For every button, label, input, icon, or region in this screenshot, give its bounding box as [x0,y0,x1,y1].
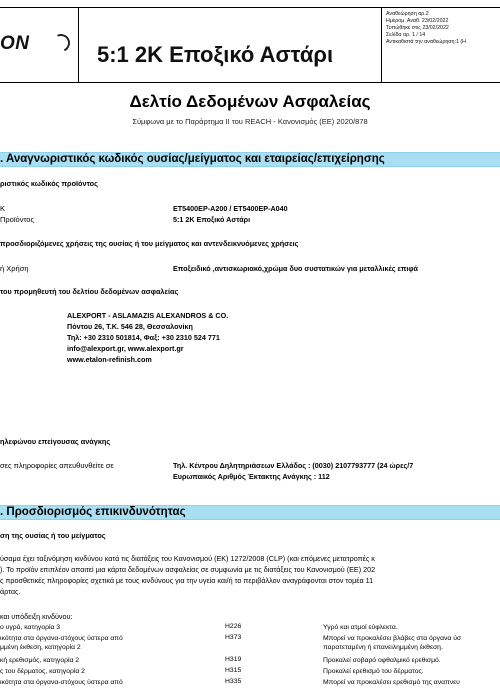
hazard-class: ς του δέρματος, κατηγορία 2 [0,668,85,675]
identified-uses-heading: προσδιοριζόμενες χρήσεις της ουσίας ή του μείγματος και αντενδεικνυόμενες χρήσεις [0,239,299,248]
section-2-title: . Προσδιορισμός επικινδυνότητας [0,506,186,518]
hazard-class: ο υγρό, κατηγορία 3 [0,624,61,631]
product-code-value: ET5400EP-A200 / ET5400EP-A040 [173,204,288,213]
hazard-statement: Προκαλεί σοβαρό οφθαλμικό ερεθισμό. [323,657,441,664]
intended-use-label: ή Χρήση [0,264,29,273]
header-divider-right [381,7,382,83]
classification-paragraph-line-4: άρτας. [0,587,21,596]
supplier-details-heading: του προμηθευτή του δελτίου δεδομένων ασφαλείας [0,287,179,296]
header-divider-left [78,7,79,83]
product-name-label: Προϊόντος [0,215,35,224]
product-name-value: 5:1 2K Εποξικό Αστάρι [173,215,251,224]
sds-subtitle: Σύμφωνα με το Παράρτημα II του REACH - Κανονισμός (ΕΕ) 2020/878 [132,117,368,126]
supplier-email[interactable]: info@alexport.gr, www.alexport.gr [67,344,184,353]
product-code-label: Κ [0,204,6,213]
supplier-website[interactable]: www.etalon-refinish.com [67,355,152,364]
product-identifier-heading: ριστικός κωδικός προϊόντος [0,179,98,188]
header-top-border [0,7,500,8]
section-1-title: . Αναγνωριστικός κωδικός ουσίας/μείγματος και εταιρείας/επιχείρησης [0,153,385,165]
hazard-code: H315 [225,667,242,674]
classification-paragraph-line-3: ς προσθετικές πληροφορίες σχετικά με τους κινδύνους για την υγεία και/ή το περιβάλλον αναγράφονται στον τομέα 11 [0,576,374,585]
supplier-phone: Τηλ: +30 2310 501814, Φαξ: +30 2310 524 771 [67,333,220,342]
document-title: 5:1 2K Εποξικό Αστάρι [97,42,334,67]
intended-use-value: Εποξειδικό ,αντισκωριακό,χρώμα δυο συστατικών για μεταλλικές επιφά [173,264,418,273]
hazard-code: H226 [225,623,242,630]
hazard-class-continued: μμένη έκθεση, κατηγορία 2 [0,644,81,651]
section-1-header [0,152,500,167]
print-date: Τυπώθηκε στις 23/02/2022 [386,25,449,31]
hazard-code: H373 [225,634,242,641]
european-emergency-number: Ευρωπαικός Αριθμός Έκτακτης Ανάγκης : 112 [173,472,330,481]
hazard-statement: Μπορεί να προκαλέσει βλάβες στα όργανα ύσ [323,635,462,642]
hazard-statement: Υγρό και ατμοί εύφλεκτα. [323,624,398,631]
page-number: Σελίδα αρ. 1 / 14 [386,32,426,38]
revision-number: Αναθεώρηση αρ.2 [386,11,429,17]
section-2-header [0,505,500,520]
replaces-revision: Αντικαθιστά την αναθεώρηση:1 (Η [386,39,466,45]
header-bottom-border [0,82,500,83]
classification-paragraph-line-1: ύσαμα έχει ταξινόμηση κινδύνου κατά τις διατάξεις του Κανονισμού (ΕΚ) 1272/2008 (CLP) (και επόμενες μετατροπές κ [0,554,375,563]
sds-title: Δελτίο Δεδομένων Ασφαλείας [129,92,371,111]
hazard-statement-continued: παρατεταμένη ή επανειλημμένη έκθεση. [323,644,443,651]
emergency-phone-heading: ηλεφώνου επείγουσας ανάγκης [0,437,111,446]
supplier-address: Πόντου 26, Τ.Κ. 546 28, Θεσσαλονίκη [67,322,193,331]
hazard-statement: Προκαλεί ερεθισμό του δέρματος. [323,668,424,675]
supplier-name: ALEXPORT - ASLAMAZIS ALEXANDROS & CO. [67,311,229,320]
emergency-info-label: σες πληροφορίες απευθυνθείτε σε [0,461,114,470]
hazard-code: H335 [225,678,242,685]
revision-date: Ημερομ. Αναθ. 23/02/2022 [386,18,449,24]
hazard-class: ικότητα στα όργανα-στόχους ύστερα από [0,679,123,686]
hazard-intro: και υπόδειξη κινδύνου: [0,612,73,621]
hazard-class: ικότητα στα όργανα-στόχους ύστερα από [0,635,123,642]
hazard-code: H319 [225,656,242,663]
classification-heading: ση της ουσίας ή του μείγματος [0,531,106,540]
company-logo: ON [0,33,30,54]
poison-center-phone: Τηλ. Κέντρου Δηλητηριάσεων Ελλάδος : (0030) 2107793777 (24 ώρες/7 [173,461,414,470]
classification-paragraph-line-2: ). Το προϊόν επιπλέον απαιτεί μια κάρτα δεδομένων ασφαλείας σε συμφωνία με τις διατάξεις του Κανονισμού (ΕΕ) 202 [0,565,376,574]
hazard-statement: Μπορεί να προκαλέσει ερεθισμό της αναπνευ [323,679,460,686]
hazard-class: κή ερεθισμός, κατηγορία 2 [0,657,80,664]
